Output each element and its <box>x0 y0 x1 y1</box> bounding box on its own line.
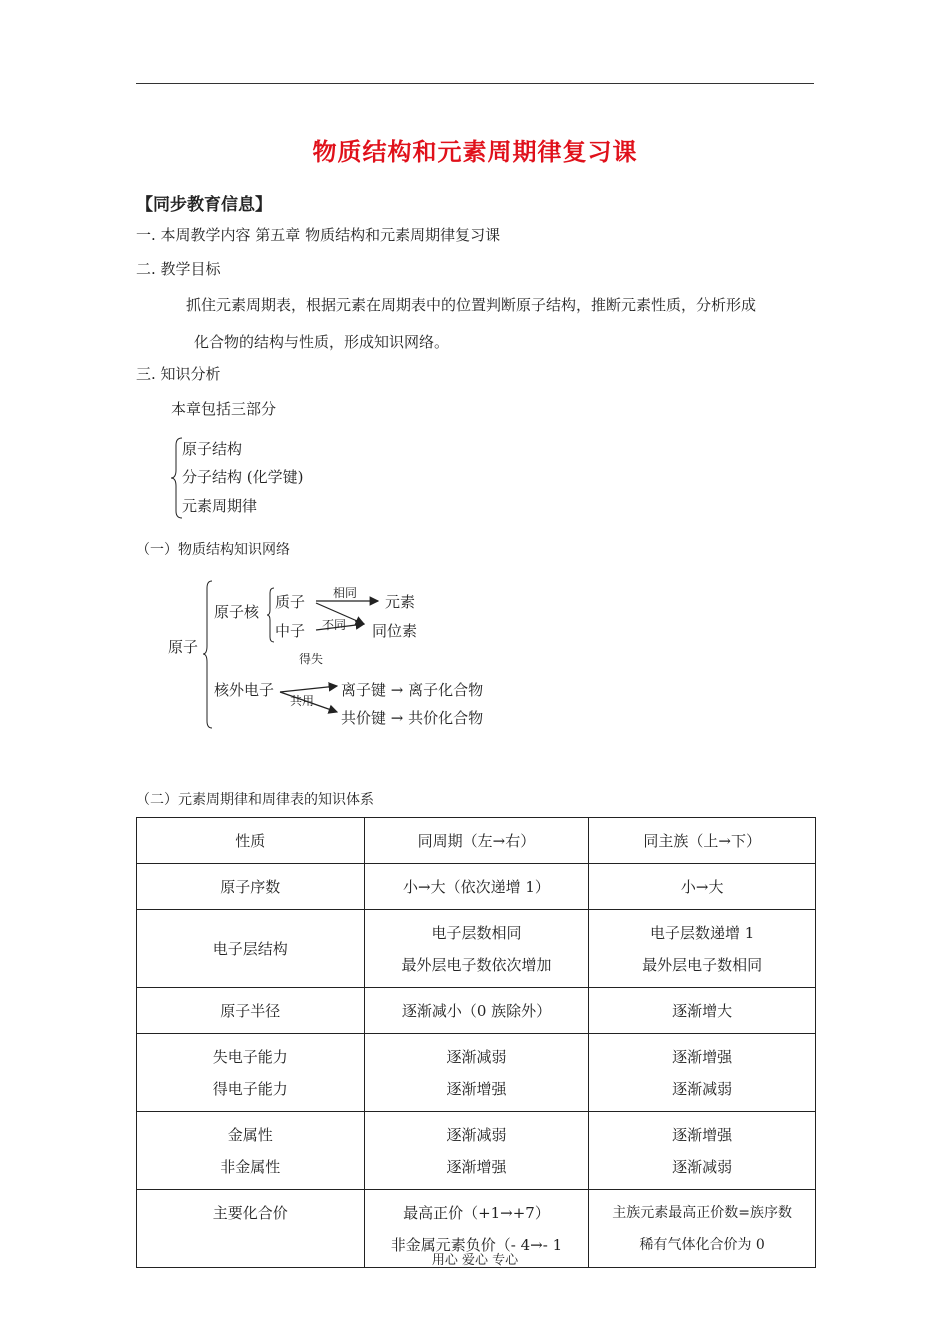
arrow-proton-isotope <box>316 603 364 624</box>
section-header: 【同步教育信息】 <box>136 195 272 215</box>
table-cell: 电子层数递增 1 <box>650 924 755 942</box>
analysis-header: 三. 知识分析 <box>136 365 221 383</box>
week-content-line: 一. 本周教学内容 第五章 物质结构和元素周期律复习课 <box>136 226 501 244</box>
table-row <box>137 910 816 988</box>
table-cell: 逐渐减弱 <box>446 1126 507 1144</box>
part-item: 元素周期律 <box>182 497 258 515</box>
goals-paragraph-line2: 化合物的结构与性质，形成知识网络。 <box>194 333 450 351</box>
arrow-symbol: → <box>390 709 404 727</box>
arrow-neutron-isotope <box>316 624 364 630</box>
gain-lose-label: 得失 <box>299 652 324 666</box>
table-cell: 逐渐增强 <box>446 1080 507 1098</box>
table-cell: 得电子能力 <box>212 1080 288 1098</box>
table-header-cell: 同主族（上→下） <box>589 818 816 864</box>
table-header-cell: 性质 <box>137 818 365 864</box>
same-label: 相同 <box>333 586 358 600</box>
isotope-label: 同位素 <box>372 622 418 640</box>
ionic-bond-label: 离子键 <box>341 681 387 699</box>
table-row <box>137 988 816 1034</box>
table-cell: 最外层电子数依次增加 <box>401 956 552 974</box>
covalent-bond-label: 共价键 <box>341 709 387 727</box>
table-cell: 金属性 <box>227 1126 273 1144</box>
goals-paragraph-line1: 抓住元素周期表，根据元素在周期表中的位置判断原子结构，推断元素性质，分析形成 <box>186 296 757 314</box>
table-cell: 电子层结构 <box>212 940 288 958</box>
atom-label: 原子 <box>168 638 199 656</box>
table-cell: 逐渐减弱 <box>446 1048 507 1066</box>
table-cell: 小→大（依次递增 1） <box>403 878 550 896</box>
neutron-label: 中子 <box>275 622 306 640</box>
table-cell: 逐渐减弱 <box>672 1158 733 1176</box>
table-cell: 逐渐增大 <box>672 1002 733 1020</box>
arrow-symbol: → <box>390 681 404 699</box>
table-header-cell: 同周期（左→右） <box>364 818 589 864</box>
table-row <box>137 864 816 910</box>
periodic-law-table <box>136 817 816 1268</box>
table-cell: 最外层电子数相同 <box>642 956 763 974</box>
chapter-parts-line: 本章包括三部分 <box>171 400 277 418</box>
part-item: 原子结构 <box>182 440 243 458</box>
page-footer: 用心 爱心 专心 <box>431 1253 519 1268</box>
table-row <box>137 1112 816 1190</box>
ionic-compound-label: 离子化合物 <box>408 681 484 699</box>
proton-label: 质子 <box>275 593 306 611</box>
table-cell: 逐渐减弱 <box>672 1080 733 1098</box>
table-cell: 逐渐增强 <box>446 1158 507 1176</box>
arrow-electron-ionic <box>280 686 337 692</box>
page-title: 物质结构和元素周期律复习课 <box>312 138 638 166</box>
table-cell: 逐渐减小（0 族除外） <box>401 1002 552 1020</box>
arrow-electron-covalent <box>280 692 337 712</box>
table-cell: 最高正价（+1→+7） <box>403 1204 550 1222</box>
table-cell: 主要化合价 <box>212 1204 288 1222</box>
table-header-row <box>137 818 816 864</box>
table-cell: 原子序数 <box>220 878 281 896</box>
outer-electrons-label: 核外电子 <box>214 681 275 699</box>
table-cell: 逐渐增强 <box>672 1126 733 1144</box>
table-cell: 原子半径 <box>220 1002 281 1020</box>
table-row <box>137 1034 816 1112</box>
table-cell: 非金属性 <box>220 1158 281 1176</box>
element-label: 元素 <box>385 593 416 611</box>
different-label: 不同 <box>322 618 347 632</box>
table-cell: 稀有气体化合价为 0 <box>639 1237 765 1253</box>
shared-label: 共用 <box>290 694 315 708</box>
table-cell: 失电子能力 <box>212 1048 288 1066</box>
nucleus-label: 原子核 <box>214 603 260 621</box>
table-cell: 逐渐增强 <box>672 1048 733 1066</box>
table-cell: 非金属元素负价（- 4→- 1 <box>390 1236 563 1254</box>
network-heading: （一）物质结构知识网络 <box>136 542 290 558</box>
table-cell: 小→大 <box>680 878 724 896</box>
table-cell: 电子层数相同 <box>431 924 522 942</box>
covalent-compound-label: 共价化合物 <box>408 709 484 727</box>
part-item: 分子结构 (化学键) <box>182 468 304 486</box>
table-heading: （二）元素周期律和周律表的知识体系 <box>136 792 374 808</box>
goals-header: 二. 教学目标 <box>136 260 221 278</box>
table-cell: 主族元素最高正价数=族序数 <box>612 1205 793 1221</box>
